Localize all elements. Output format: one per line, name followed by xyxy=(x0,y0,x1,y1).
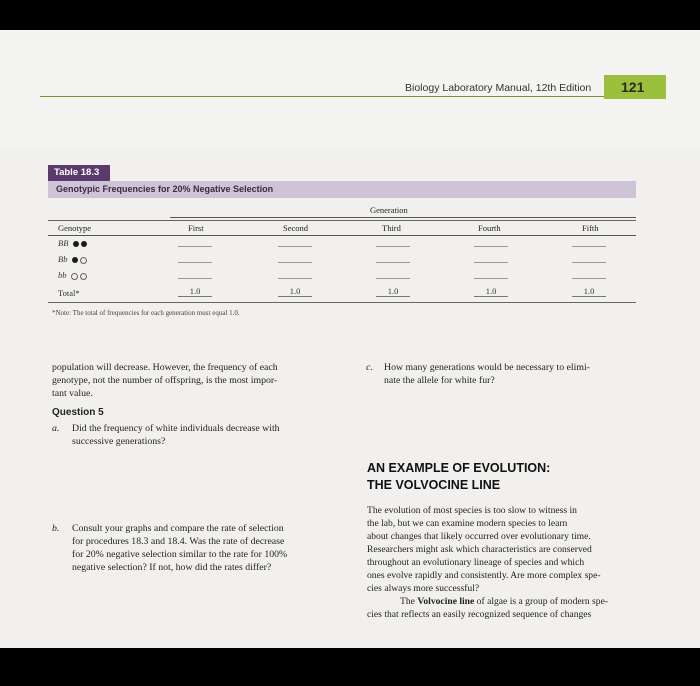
text-line: population will decrease. However, the frequency of each xyxy=(52,362,278,373)
black-dot-icon xyxy=(73,241,79,247)
total-first: 1.0 xyxy=(178,286,212,297)
table-bottom-rule xyxy=(48,302,636,303)
genotype-label: bb xyxy=(58,270,67,280)
item-letter: b. xyxy=(52,523,60,534)
answer-blank[interactable] xyxy=(376,262,410,263)
page-top-area xyxy=(0,30,700,148)
item-letter: a. xyxy=(52,423,60,434)
answer-blank[interactable] xyxy=(474,278,508,279)
table-note: *Note: The total of frequencies for each generation must equal 1.0. xyxy=(52,309,240,317)
heading-line: AN EXAMPLE OF EVOLUTION: xyxy=(367,461,551,475)
answer-blank[interactable] xyxy=(178,246,212,247)
heading-line: THE VOLVOCINE LINE xyxy=(367,478,501,492)
total-third: 1.0 xyxy=(376,286,410,297)
total-second: 1.0 xyxy=(278,286,312,297)
text-line: successive generations? xyxy=(72,436,166,447)
question-c xyxy=(366,361,646,387)
answer-blank[interactable] xyxy=(572,246,606,247)
answer-blank[interactable] xyxy=(474,246,508,247)
column-third: Third xyxy=(382,223,401,233)
table-top-rule xyxy=(48,220,636,221)
white-dot-icon xyxy=(80,257,87,264)
text-line: How many generations would be necessary to elimi- xyxy=(384,362,590,373)
genotype-label: Bb xyxy=(58,254,68,264)
row-genotype-Bb xyxy=(58,254,87,264)
text-line: for procedures 18.3 and 18.4. Was the rate of decrease xyxy=(72,536,285,547)
total-label: Total* xyxy=(58,288,80,298)
text-line: throughout an evolutionary lineage of species and which xyxy=(367,557,585,568)
table-label: Table 18.3 xyxy=(48,165,110,181)
text-line: genotype, not the number of offspring, is the most impor- xyxy=(52,375,278,386)
question-5a xyxy=(52,422,342,448)
section-heading xyxy=(367,460,550,494)
column-first: First xyxy=(188,223,204,233)
text-line: ones evolve rapidly and consistently. Are more complex spe- xyxy=(367,570,601,581)
row-genotype-BB xyxy=(58,238,87,248)
running-header-title: Biology Laboratory Manual, 12th Edition xyxy=(405,82,592,94)
text-line: tant value. xyxy=(52,388,93,399)
answer-blank[interactable] xyxy=(278,246,312,247)
column-fourth: Fourth xyxy=(478,223,501,233)
answer-blank[interactable] xyxy=(178,262,212,263)
page-number: 121 xyxy=(621,79,645,95)
total-fifth: 1.0 xyxy=(572,286,606,297)
answer-blank[interactable] xyxy=(474,262,508,263)
header-bottom-rule xyxy=(48,235,636,236)
item-letter: c. xyxy=(366,362,373,373)
text-line: Researchers might ask which characteristics are conserved xyxy=(367,544,592,555)
genotype-label: BB xyxy=(58,238,69,248)
black-dot-icon xyxy=(72,257,78,263)
text-run: The xyxy=(400,596,418,607)
row-genotype-bb xyxy=(58,270,87,280)
question-5-heading: Question 5 xyxy=(52,407,104,418)
generation-rule xyxy=(170,217,636,218)
volvocine-paragraph xyxy=(367,504,649,621)
text-line xyxy=(367,595,649,608)
generation-header: Generation xyxy=(370,205,408,215)
answer-blank[interactable] xyxy=(278,262,312,263)
answer-blank[interactable] xyxy=(376,278,410,279)
column-second: Second xyxy=(283,223,309,233)
white-dot-icon xyxy=(71,273,78,280)
text-line: cies always more successful? xyxy=(367,583,480,594)
answer-blank[interactable] xyxy=(178,278,212,279)
text-line: The evolution of most species is too slow to witness in xyxy=(367,505,577,516)
table-caption: Genotypic Frequencies for 20% Negative Selection xyxy=(56,184,274,194)
manual-page xyxy=(0,30,700,648)
left-paragraph xyxy=(52,361,342,400)
column-fifth: Fifth xyxy=(582,223,599,233)
white-dot-icon xyxy=(80,273,87,280)
header-rule xyxy=(40,96,610,97)
question-5b xyxy=(52,522,342,574)
text-line: for 20% negative selection similar to the rate for 100% xyxy=(72,549,288,560)
answer-blank[interactable] xyxy=(278,278,312,279)
column-genotype: Genotype xyxy=(58,223,92,233)
text-run: of algae is a group of modern spe- xyxy=(474,596,609,607)
text-line: Consult your graphs and compare the rate of selection xyxy=(72,523,284,534)
answer-blank[interactable] xyxy=(572,278,606,279)
text-line: the lab, but we can examine modern species to learn xyxy=(367,518,568,529)
text-line: nate the allele for white fur? xyxy=(384,375,495,386)
text-line: cies that reflects an easily recognized sequence of changes xyxy=(367,609,592,620)
answer-blank[interactable] xyxy=(376,246,410,247)
text-line: negative selection? If not, how did the rates differ? xyxy=(72,562,272,573)
black-dot-icon xyxy=(81,241,87,247)
total-fourth: 1.0 xyxy=(474,286,508,297)
text-line: Did the frequency of white individuals decrease with xyxy=(72,423,280,434)
text-line: about changes that likely occurred over evolutionary time. xyxy=(367,531,591,542)
answer-blank[interactable] xyxy=(572,262,606,263)
volvocine-term: Volvocine line xyxy=(417,596,475,607)
